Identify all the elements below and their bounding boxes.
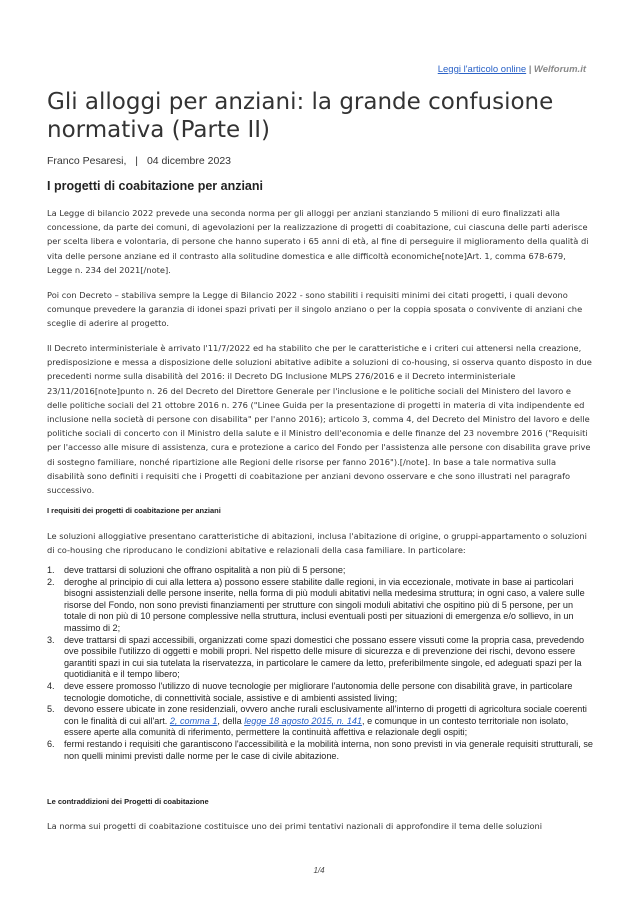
header-links [438, 64, 586, 75]
paragraph-2: Poi con Decreto – stabiliva sempre la Legge di Bilancio 2022 - sono stabiliti i requisiti minimi dei citati progetti, i quali devono comunque prevedere la garanzia di idonei spazi privati per il singolo anziano o per la coppia sposata o convivente di anziani che sceglie di aderire al progetto. [47, 290, 583, 329]
list-item [47, 704, 593, 739]
list-item-text: fermi restando i requisiti che garantiscono l'accessibilità e la mobilità interna, non sono previsti in via generale requisiti strutturali, se non quelli minimi previsti dalle norme per le case di civile abitazione. [64, 738, 593, 761]
list-number: 2. [47, 576, 55, 587]
requirements-list [47, 565, 593, 762]
list-item-text-middle: , della [217, 715, 245, 726]
list-item [47, 565, 593, 577]
page-number: 1/4 [313, 866, 325, 875]
list-item-text: deve trattarsi di spazi accessibili, organizzati come spazi domestici che possano essere vissuti come la propria casa, prevedendo ove possibile l'utilizzo di oggetti e mobili propri. Nel rispetto delle misure di sicurezza e di prevenzione dei rischi, devono essere garantiti spazi in cui sia tutelata la riservatezza, in particolare le camere da letto, preferibilmente singole, ed adeguati spazi per la quotidianità e il tempo libero; [64, 634, 585, 680]
publish-date: 04 dicembre 2023 [146, 155, 232, 167]
list-item [47, 739, 593, 762]
list-item-text-end: , e comunque in un contesto territoriale non isolato, essere aperte alla comunità di riferimento, permettere la continuità affettiva e relazionale degli ospiti; [64, 715, 569, 738]
list-item [47, 635, 593, 681]
list-item-text: deve essere promosso l'utilizzo di nuove tecnologie per migliorare l'autonomia delle persone con disabilità grave, in particolare tecnologie domotiche, di connettività sociale, assistive e di ambienti assisted living; [64, 680, 573, 703]
paragraph-1: La Legge di bilancio 2022 prevede una seconda norma per gli alloggi per anziani stanziando 5 milioni di euro finalizzati alla concessione, da parte dei comuni, di agevolazioni per la realizzazione di progetti di coabitazione, cui ciascuna delle parti aderisce per scelta libera e volontaria, di persone che hanno superato i 65 anni di età, al fine di perseguire il miglioramento della qualità di vita delle persone anziane ed il contrasto alla solitudine domestica e alle difficoltà economiche[note]Art. 1, comma 678-679, Legge n. 234 del 2021[/note]. [47, 208, 589, 275]
list-item [47, 681, 593, 704]
list-item-text: deroghe al principio di cui alla lettera a) possono essere stabilite dalle regioni, in via eccezionale, motivate in base ai particolari bisogni assistenziali delle persone inserite, nella forma di più moduli abitativi nella medesima struttura; in ogni caso, a valere sulle risorse del Fondo, non sono previsti finanziamenti per strutture con singoli moduli abitativi che ospitino più di 5 persone, per un totale di non più di 10 persone complessive nella struttura, inclusi eventuali posti per situazioni di emergenza e/o sollievo, in un massimo di 2; [64, 576, 585, 633]
subheading-contradictions: Le contraddizioni dei Progetti di coabitazione [47, 797, 209, 806]
list-number: 3. [47, 634, 55, 645]
list-number: 4. [47, 680, 55, 691]
section-heading: I progetti di coabitazione per anziani [47, 179, 263, 193]
article-title: Gli alloggi per anziani: la grande confusione normativa (Parte II) [47, 89, 554, 143]
paragraph-4: Le soluzioni alloggiative presentano caratteristiche di abitazioni, inclusa l'abitazione di origine, o gruppi-appartamento o soluzioni di co-housing che riproducano le condizioni abitative e relazionali della casa familiare. In particolare: [47, 531, 587, 556]
header-separator: | [528, 64, 532, 75]
list-item-text: deve trattarsi di soluzioni che offrano ospitalità a non più di 5 persone; [64, 565, 346, 575]
author: Franco Pesaresi, [47, 155, 127, 167]
list-number: 5. [47, 704, 55, 715]
paragraph-5: La norma sui progetti di coabitazione costituisce uno dei primi tentativi nazionali di approfondire il tema delle soluzioni [47, 821, 543, 831]
site-name[interactable]: Welforum.it [533, 64, 586, 75]
list-number: 1. [47, 565, 55, 575]
read-online-link[interactable]: Leggi l'articolo online [437, 64, 527, 75]
paragraph-3: Il Decreto interministeriale è arrivato l'11/7/2022 ed ha stabilito che per le caratteristiche e i criteri cui attenersi nella creazione, predisposizione e messa a disposizione delle soluzioni abitative adibite a soluzioni di co-housing, si osserva quanto disposto in due precedenti norme sulla disabilità del 2016: il Decreto DG Inclusione MLPS 276/2016 e il Decreto interministeriale 23/11/2016[note]punto n. 26 del Decreto del Direttore Generale per l'inclusione e le politiche sociali del Ministero del lavoro e delle politiche sociali del 21 ottobre 2016 n. 276 ("Linee Guida per la presentazione di progetti in materia di vita indipendente ed inclusione nella società di persone con disabilita" per l'anno 2016); articolo 3, comma 4, del Decreto del Ministro del lavoro e delle politiche sociali di concerto con il Ministro della salute e il Ministro dell'economia e delle finanze del 23 novembre 2016 ("Requisiti per l'accesso alle misure di assistenza, cura e protezione a carico del Fondo per l'assistenza alle persone con disabilita grave prive di sostegno familiare, nonché ripartizione alle Regioni delle risorse per fanno 2016").[/note]. In base a tale normativa sulla disabilità sono definiti i requisiti che i Progetti di coabitazione per anziani devono osservare e che sono illustrati nel paragrafo successivo. [47, 343, 592, 496]
byline [47, 155, 231, 167]
byline-separator: | [135, 155, 139, 167]
list-item [47, 577, 593, 635]
list-item-text-start: devono essere ubicate in zone residenziali, ovvero anche rurali esclusivamente all'interno di progetti di agricoltura sociale coerenti con le finalità di cui all'art. [64, 704, 587, 726]
list-number: 6. [47, 738, 55, 749]
law-link[interactable]: legge 18 agosto 2015, n. 141 [244, 715, 363, 726]
subheading-requirements: I requisiti dei progetti di coabitazione per anziani [47, 506, 221, 515]
law-article-link[interactable]: 2, comma 1 [169, 715, 218, 726]
